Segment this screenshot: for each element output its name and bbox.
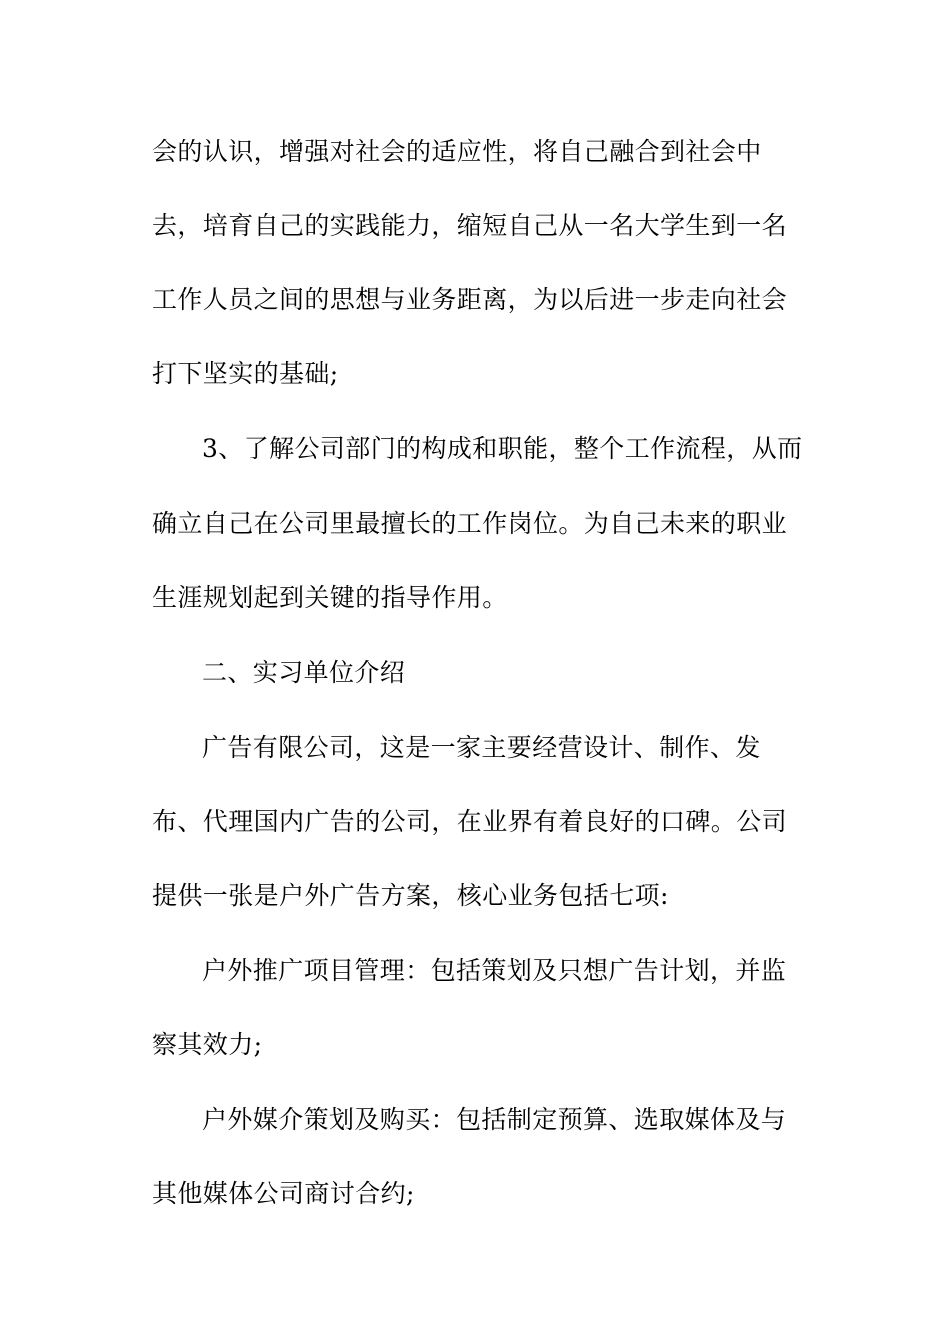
text-line: 去，培育自己的实践能力，缩短自己从一名大学生到一名 <box>152 211 788 240</box>
text-line: 确立自己在公司里最擅长的工作岗位。为自己未来的职业 <box>152 509 788 538</box>
paragraph-start-line: 户外媒介策划及购买：包括制定预算、选取媒体及与 <box>202 1105 787 1134</box>
text-line: 其他媒体公司商讨合约; <box>152 1179 415 1208</box>
text-line: 提供一张是户外广告方案，核心业务包括七项: <box>152 881 669 910</box>
text-line: 工作人员之间的思想与业务距离，为以后进一步走向社会 <box>152 285 788 314</box>
section-heading: 二、实习单位介绍 <box>202 658 406 687</box>
paragraph-start-line: 广告有限公司，这是一家主要经营设计、制作、发 <box>202 733 761 762</box>
text-line: 打下坚实的基础; <box>152 359 339 388</box>
text-line: 会的认识，增强对社会的适应性，将自己融合到社会中 <box>152 137 762 166</box>
text-line: 生涯规划起到关键的指导作用。 <box>152 583 508 612</box>
paragraph-start-line: 3、了解公司部门的构成和职能，整个工作流程，从而 <box>202 434 803 463</box>
paragraph-start-line: 户外推广项目管理：包括策划及只想广告计划，并监 <box>202 956 787 985</box>
text-line: 布、代理国内广告的公司，在业界有着良好的口碑。公司 <box>152 807 788 836</box>
text-line: 察其效力; <box>152 1030 263 1059</box>
